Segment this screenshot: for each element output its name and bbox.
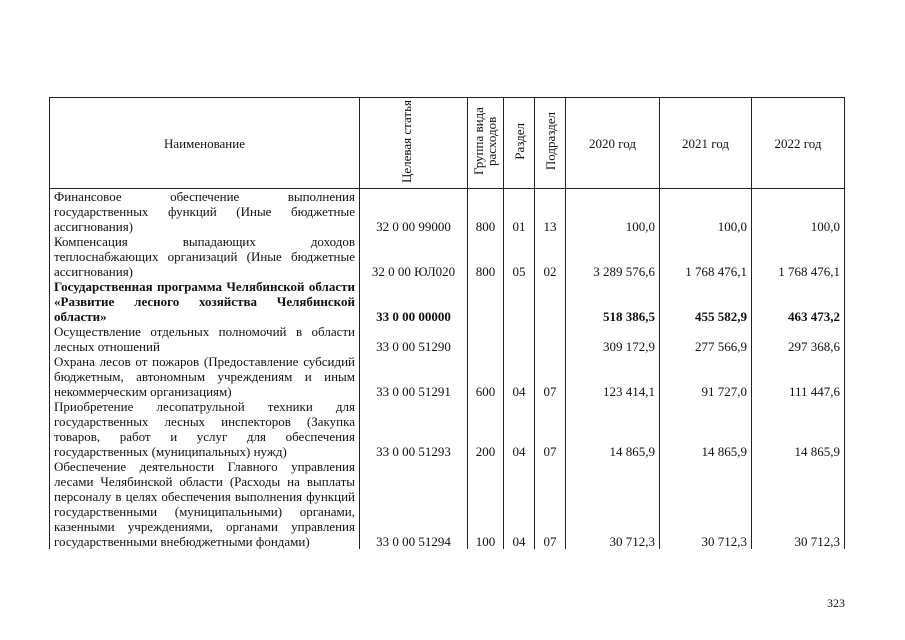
row-group (468, 279, 504, 324)
row-2022: 297 368,6 (752, 324, 845, 354)
row-target: 33 0 00 51294 (360, 459, 468, 549)
row-section: 04 (504, 399, 535, 459)
header-2020: 2020 год (566, 98, 660, 189)
row-section (504, 279, 535, 324)
row-subsection: 07 (535, 459, 566, 549)
header-target: Целевая статья (360, 98, 468, 189)
row-target: 33 0 00 00000 (360, 279, 468, 324)
table-row (50, 399, 845, 459)
table-row-program (50, 279, 845, 324)
row-2022: 463 473,2 (752, 279, 845, 324)
table-row (50, 324, 845, 354)
row-name: Охрана лесов от пожаров (Предоставление субсидий бюджетным, автономным учреждениям и иным некоммерческим организациям) (50, 354, 360, 399)
row-2021: 30 712,3 (660, 459, 752, 549)
row-section: 01 (504, 189, 535, 235)
row-section: 05 (504, 234, 535, 279)
row-target: 32 0 00 ЮЛ020 (360, 234, 468, 279)
row-subsection: 07 (535, 354, 566, 399)
row-2020: 100,0 (566, 189, 660, 235)
header-2021: 2021 год (660, 98, 752, 189)
row-2021: 91 727,0 (660, 354, 752, 399)
row-2021: 14 865,9 (660, 399, 752, 459)
row-section: 04 (504, 354, 535, 399)
row-2022: 14 865,9 (752, 399, 845, 459)
row-2020: 309 172,9 (566, 324, 660, 354)
header-name: Наименование (50, 98, 360, 189)
header-2022: 2022 год (752, 98, 845, 189)
header-section: Раздел (504, 98, 535, 189)
row-name: Финансовое обеспечение выполнения государственных функций (Иные бюджетные ассигнования) (50, 189, 360, 235)
row-2021: 100,0 (660, 189, 752, 235)
row-section (504, 324, 535, 354)
row-target: 32 0 00 99000 (360, 189, 468, 235)
row-name: Компенсация выпадающих доходов теплоснабжающих организаций (Иные бюджетные ассигнования) (50, 234, 360, 279)
row-2022: 100,0 (752, 189, 845, 235)
row-subsection (535, 324, 566, 354)
row-2020: 3 289 576,6 (566, 234, 660, 279)
row-group: 100 (468, 459, 504, 549)
row-name: Осуществление отдельных полномочий в области лесных отношений (50, 324, 360, 354)
row-group (468, 324, 504, 354)
table-row (50, 234, 845, 279)
table-header-row (50, 98, 845, 189)
row-group: 800 (468, 189, 504, 235)
row-2022: 30 712,3 (752, 459, 845, 549)
header-subsection: Подраздел (535, 98, 566, 189)
row-target: 33 0 00 51290 (360, 324, 468, 354)
page-number: 323 (827, 596, 845, 610)
table-row (50, 459, 845, 549)
row-2020: 518 386,5 (566, 279, 660, 324)
row-2020: 30 712,3 (566, 459, 660, 549)
row-name: Обеспечение деятельности Главного управления лесами Челябинской области (Расходы на выплаты персоналу в целях обеспечения выполнения функций государственными (муниципальными) органами, казенными учреждениями, органами управления государственными внебюджетными фондами) (50, 459, 360, 549)
row-name: Приобретение лесопатрульной техники для государственных лесных инспекторов (Закупка товаров, работ и услуг для обеспечения государственных (муниципальных) нужд) (50, 399, 360, 459)
row-subsection: 07 (535, 399, 566, 459)
row-subsection: 02 (535, 234, 566, 279)
table-row (50, 189, 845, 235)
row-name: Государственная программа Челябинской области «Развитие лесного хозяйства Челябинской области» (50, 279, 360, 324)
row-2020: 123 414,1 (566, 354, 660, 399)
row-subsection: 13 (535, 189, 566, 235)
budget-table (49, 97, 845, 549)
row-target: 33 0 00 51291 (360, 354, 468, 399)
row-section: 04 (504, 459, 535, 549)
row-2021: 1 768 476,1 (660, 234, 752, 279)
row-2020: 14 865,9 (566, 399, 660, 459)
row-2022: 111 447,6 (752, 354, 845, 399)
row-subsection (535, 279, 566, 324)
row-2021: 455 582,9 (660, 279, 752, 324)
row-2021: 277 566,9 (660, 324, 752, 354)
row-2022: 1 768 476,1 (752, 234, 845, 279)
row-target: 33 0 00 51293 (360, 399, 468, 459)
row-group: 600 (468, 354, 504, 399)
header-group: Группа вида расходов (468, 98, 504, 189)
row-group: 200 (468, 399, 504, 459)
row-group: 800 (468, 234, 504, 279)
table-row (50, 354, 845, 399)
